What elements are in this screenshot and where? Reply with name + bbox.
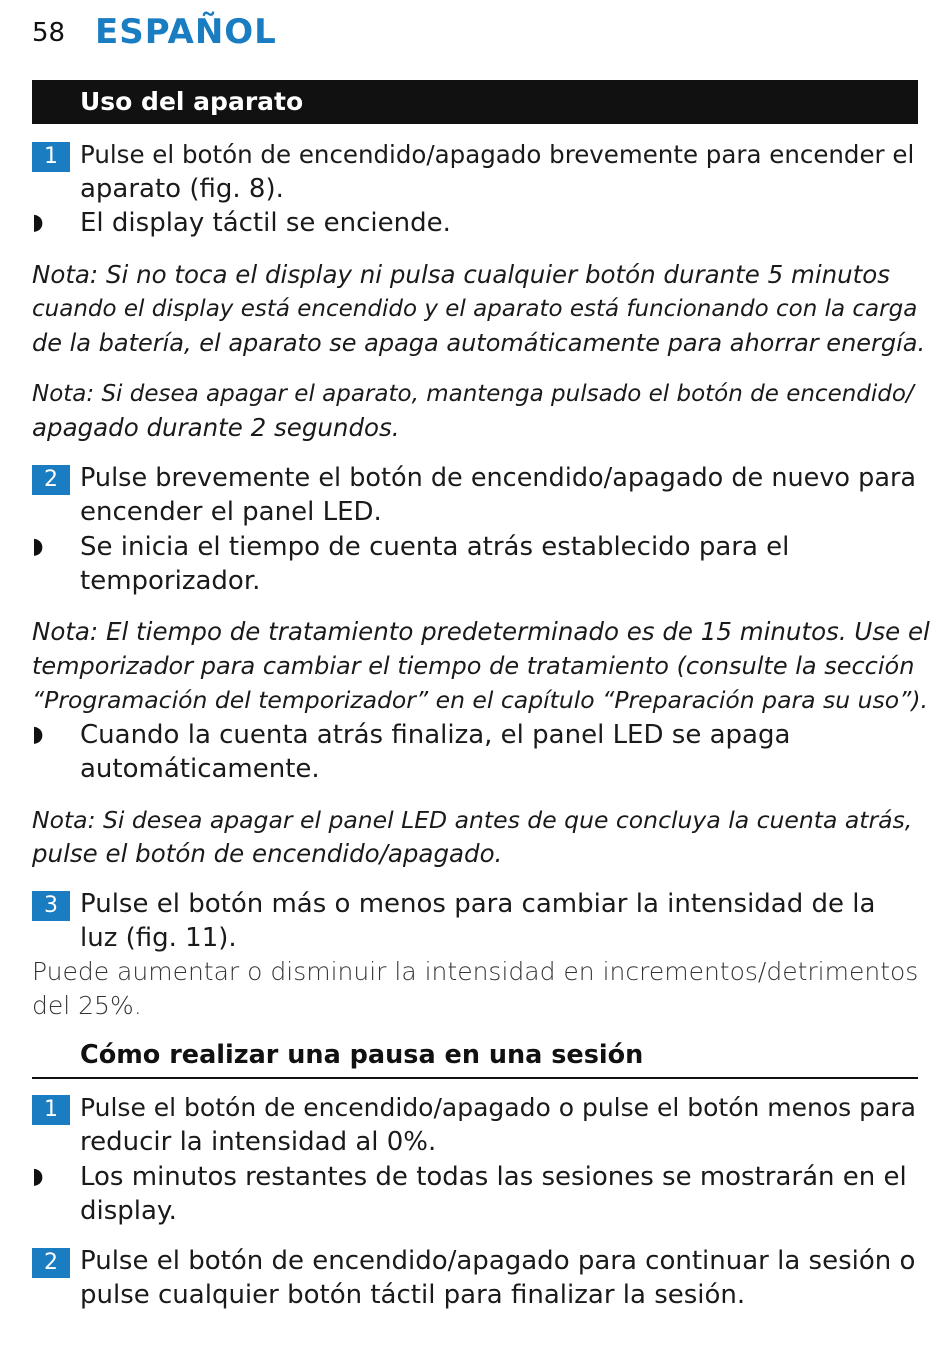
result-arrow-icon: ◗ [32, 1164, 44, 1189]
step-text-line: luz (fig. 11). [80, 923, 237, 953]
step-number-badge: 1 [32, 1095, 70, 1125]
result-arrow-icon: ◗ [32, 534, 44, 559]
note-text-line: apagado durante 2 segundos. [32, 413, 400, 442]
step-number-badge: 3 [32, 891, 70, 921]
step-text-line: Pulse el botón de encendido/apagado o pulse el botón menos para [80, 1093, 916, 1122]
result-text-line: Los minutos restantes de todas las sesiones se mostrarán en el [80, 1162, 907, 1192]
step-text-line: Pulse el botón más o menos para cambiar la intensidad de la [80, 889, 876, 919]
step-text-line: pulse cualquier botón táctil para finalizar la sesión. [80, 1280, 746, 1310]
note-text-line: cuando el display está encendido y el aparato está funcionando con la carga [32, 296, 918, 322]
step-text-line: reducir la intensidad al 0%. [80, 1127, 437, 1157]
note-text-line: temporizador para cambiar el tiempo de tratamiento (consulte la sección [32, 652, 915, 680]
step-text-line: Pulse el botón de encendido/apagado para continuar la sesión o [80, 1246, 916, 1276]
note-text-line: Nota: Si desea apagar el aparato, mantenga pulsado el botón de encendido/ [32, 381, 914, 407]
step-text-line: aparato (fig. 8). [80, 174, 284, 204]
step-number-badge: 2 [32, 465, 70, 495]
result-text-line: display. [80, 1196, 177, 1226]
step-text-line: Pulse el botón de encendido/apagado brevemente para encender el [80, 140, 915, 169]
page-number: 58 [32, 18, 66, 48]
info-text-line: Puede aumentar o disminuir la intensidad en incrementos/detrimentos [32, 957, 919, 986]
result-text-line: El display táctil se enciende. [80, 208, 451, 238]
note-text-line: Nota: Si desea apagar el panel LED antes de que concluya la cuenta atrás, [32, 806, 913, 834]
result-text-line: Cuando la cuenta atrás finaliza, el panel LED se apaga [80, 720, 791, 750]
result-arrow-icon: ◗ [32, 210, 44, 235]
section-title: Uso del aparato [80, 87, 304, 116]
note-text-line: pulse el botón de encendido/apagado. [32, 839, 503, 868]
note-text-line: “Programación del temporizador” en el capítulo “Preparación para su uso”). [32, 686, 928, 714]
step-number-badge: 2 [32, 1248, 70, 1278]
result-text-line: temporizador. [80, 566, 261, 596]
step-text-line: encender el panel LED. [80, 497, 382, 527]
subsection-title: Cómo realizar una pausa en una sesión [80, 1040, 644, 1070]
section-divider [32, 1077, 918, 1079]
info-text-line: del 25%. [32, 991, 142, 1020]
step-number-badge: 1 [32, 142, 70, 172]
note-text-line: Nota: El tiempo de tratamiento predeterminado es de 15 minutos. Use el [32, 617, 930, 646]
language-heading: ESPAÑOL [95, 12, 277, 52]
result-text-line: automáticamente. [80, 754, 320, 784]
note-text-line: de la batería, el aparato se apaga automáticamente para ahorrar energía. [32, 329, 926, 357]
result-text-line: Se inicia el tiempo de cuenta atrás establecido para el [80, 532, 790, 562]
note-text-line: Nota: Si no toca el display ni pulsa cualquier botón durante 5 minutos [32, 260, 891, 289]
step-text-line: Pulse brevemente el botón de encendido/apagado de nuevo para [80, 463, 917, 493]
result-arrow-icon: ◗ [32, 722, 44, 747]
